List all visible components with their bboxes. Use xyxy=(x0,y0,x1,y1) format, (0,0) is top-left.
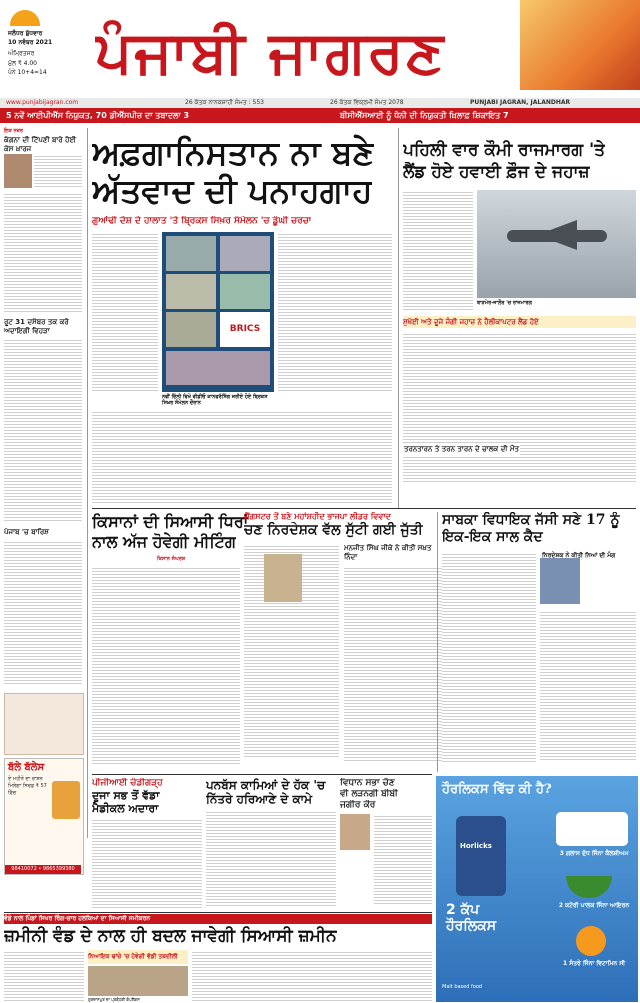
land-caption: ਗੁਰਦਾਸਪੁਰ ਦਾ ਪ੍ਰਬੰਧਕੀ ਕੰਪਲੈਕਸ xyxy=(88,997,140,1002)
weather-box xyxy=(4,693,84,755)
farmers-story xyxy=(92,512,249,772)
product-pack-icon xyxy=(52,781,80,819)
sidebar-headline-3[interactable]: ਪੰਜਾਬ 'ਚ ਬਾਰਿਸ਼ xyxy=(4,528,49,536)
sidebar-headline-2[interactable]: ਰੂਟ 31 ਦਸੰਬਰ ਤਕ ਕਰੋ ਅਦਾਇਗੀ ਵਿਹੜਾ xyxy=(4,318,69,335)
brics-photo xyxy=(162,232,274,392)
land-kicker: ਵੰਡੇ ਨਾਲ ਪਿੰਡਾਂ ਸਿਖਰ ਰਿੰਗ-ਚਾਰ ਹਲਕਿਆਂ ਦਾ ਸਿਆਸੀ ਸਮੀਕਰਨ xyxy=(4,914,432,924)
jar-brand: Horlicks xyxy=(460,842,492,850)
newspaper-logo: ਪੰਜਾਬੀ ਜਾਗਰਣ xyxy=(95,20,446,84)
section-rule xyxy=(92,508,636,509)
aircraft-headline-2[interactable]: ਲੈਂਡ ਹੋਏ ਹਵਾਈ ਫ਼ੌਜ ਦੇ ਜਹਾਜ਼ xyxy=(403,162,590,182)
milk-glass-icon xyxy=(556,812,628,846)
punbus-text xyxy=(206,810,336,906)
director-headline[interactable]: ਚਣ ਨਿਰਦੇਸ਼ਕ ਵੱਲ ਸੁੱਟੀ ਗਈ ਜੁੱਤੀ xyxy=(244,522,423,538)
leader-thumb xyxy=(166,274,216,309)
highlight-right[interactable]: ਬੀਸੀਐੱਸਆਈ ਨੂੰ ਧੋਨੀ ਦੀ ਨਿਯੁਕਤੀ ਖ਼ਿਲਾਫ਼ ਸ਼ਿਕਾਇਤ 7 xyxy=(340,111,509,120)
brics-logo: BRICS xyxy=(220,312,270,347)
exmla-text xyxy=(442,552,536,762)
pgi-story xyxy=(92,778,202,908)
kangana-photo xyxy=(4,154,32,188)
land-headline[interactable]: ਜ਼ਮੀਨੀ ਵੰਡ ਦੇ ਨਾਲ ਹੀ ਬਦਲ ਜਾਵੇਗੀ ਸਿਆਸੀ ਜ਼ਮੀਨ xyxy=(4,926,337,946)
exmla-photo xyxy=(540,558,580,604)
spinach-bowl-icon xyxy=(566,876,612,898)
sidebar-ad[interactable] xyxy=(4,758,84,875)
column-divider xyxy=(87,128,88,838)
leader-thumb xyxy=(166,351,270,385)
farmers-text xyxy=(92,566,240,766)
sidebar-headline-1[interactable]: ਕੰਗਨਾ ਦੀ ਟਿੱਪਣੀ ਬਾਰੇ ਹੋਈ ਕੇਸ ਖ਼ਾਰਜ xyxy=(4,136,76,153)
masthead xyxy=(0,0,640,90)
issue-day: ਜਲੰਧਰ ਬੁੱਧਵਾਰ xyxy=(8,30,43,37)
exmla-text xyxy=(540,610,636,762)
publisher: PUNJABI JAGRAN, JALANDHAR xyxy=(470,99,571,106)
aircraft-caption: ਬਾੜਮੇਰ-ਜਾਲੌਰ 'ਚ ਰਾਜਮਾਰਗ xyxy=(477,300,532,306)
jagir-headline-2[interactable]: ਵੀ ਲੜਨਗੀ ਬੀਬੀ xyxy=(340,789,398,799)
price: ਮੁੱਲ ₹ 4.00 xyxy=(8,60,37,67)
land-box[interactable]: ਨਿਆਇਕ ਢਾਂਚੇ 'ਚ ਹੋਵੇਗੀ ਵੱਡੀ ਤਬਦੀਲੀ xyxy=(88,950,188,964)
lead-headline-2[interactable]: ਅੱਤਵਾਦ ਦੀ ਪਨਾਹਗਾਹ xyxy=(92,172,373,210)
issue-date: 10 ਨਵੰਬਰ 2021 xyxy=(8,39,53,46)
sidebar-text xyxy=(4,192,82,312)
horlicks-jar-icon xyxy=(456,816,506,896)
lead-text xyxy=(278,232,392,392)
wing-icon xyxy=(537,220,577,250)
ad-item-3: 1 ਸੰਤਰੇ ਜਿੰਨਾ ਵਿਟਾਮਿਨ ਸੀ xyxy=(562,960,626,967)
lead-story xyxy=(92,128,392,528)
pages: ਪੰਨੇ 10+4=14 xyxy=(8,69,47,76)
orange-icon xyxy=(576,926,606,956)
land-text xyxy=(4,950,84,1003)
festival-illustration xyxy=(520,0,640,90)
exmla-story xyxy=(442,512,636,772)
ad-item-1: 3 ਗਲਾਸ ਦੁੱਧ ਜਿੰਨਾ ਕੈਲਸ਼ੀਅਮ xyxy=(559,850,629,857)
aircraft-headline-1[interactable]: ਪਹਿਲੀ ਵਾਰ ਕੌਮੀ ਰਾਜਮਾਰਗ 'ਤੇ xyxy=(403,140,606,160)
director-text xyxy=(344,566,444,761)
pgi-headline-1[interactable]: ਦੂਜਾ ਸਭ ਤੋਂ ਵੱਡਾ xyxy=(92,789,160,802)
aircraft-banner[interactable]: ਸੁਖੋਈ ਅਤੇ ਦੂਜੇ ਜੰਗੀ ਜਹਾਜ਼ ਨੇ ਹੈਲੀਕਾਪਟਰ ਲੈਂਡ ਹੋਏ xyxy=(403,316,636,328)
jagir-story xyxy=(340,778,432,908)
sidebar-text xyxy=(34,154,82,188)
column-divider xyxy=(398,128,399,508)
sidebar-ad-title: ਬੱਲੇ ਬੱਲੇਸ xyxy=(8,762,45,773)
aircraft-text xyxy=(403,190,473,310)
ad-cups: 2 ਕੱਪ ਹੌਰਲਿਕਸ xyxy=(446,902,497,934)
jagir-headline-3[interactable]: ਜਗੀਰ ਕੌਰ xyxy=(340,800,376,810)
highlights-bar xyxy=(0,108,640,123)
ad-title: ਹੌਰਲਿਕਸ ਵਿੱਚ ਕੀ ਹੈ? xyxy=(442,782,552,797)
leader-thumb xyxy=(220,274,270,309)
lead-caption: ਨਵੀਂ ਦਿੱਲੀ ਵਿਖੇ ਵੀਡੀਓ ਕਾਨਫਰੰਸਿੰਗ ਜ਼ਰੀਏ ਹੋਏ ਬ੍ਰਿਕਸ ਸਿਖ਼ਰ ਸੰਮੇਲਨ ਦੌਰਾਨ xyxy=(162,394,268,406)
ad-item-2: 2 ਕਟੋਰੀ ਪਾਲਕ ਜਿੰਨਾ ਆਇਰਨ xyxy=(558,902,630,909)
punbus-headline-2[interactable]: ਨਿੱਤਰੇ ਹਰਿਆਣੇ ਦੇ ਕਾਮੇ xyxy=(206,792,313,806)
farmers-headline-1[interactable]: ਕਿਸਾਨਾਂ ਦੀ ਸਿਆਸੀ ਧਿਰਾਂ xyxy=(92,512,249,531)
land-text xyxy=(192,950,432,1003)
director-kicker: ਗੈਂਗਸਟਰ ਤੋਂ ਬਣੇ ਮਹਾਂਸ਼ਹੀਦ ਭਾਜਪਾ ਲੀਡਰ ਵਿਵਾਦ xyxy=(244,512,391,521)
aircraft-story xyxy=(403,128,636,508)
jagir-text xyxy=(374,814,432,904)
section-rule xyxy=(92,774,432,775)
land-photo xyxy=(88,966,188,996)
vikrami-date: 26 ਕੱਤਕ ਵਿਕ੍ਰਮੀ ਸੰਮਤ 2078 xyxy=(330,99,404,106)
exmla-headline[interactable]: ਸਾਬਕਾ ਵਿਧਾਇਕ ਜੱਸੀ ਸਣੇ 17 ਨੂੰ ਇਕ-ਇਕ ਸਾਲ ਕੈਦ xyxy=(442,512,620,545)
sidebar-text xyxy=(4,338,82,523)
lead-text xyxy=(92,232,158,392)
lead-text xyxy=(92,410,392,505)
leader-thumb xyxy=(166,236,216,271)
aircraft-text xyxy=(403,332,636,482)
director-story xyxy=(244,512,444,772)
punbus-headline-1[interactable]: ਪਨਬੱਸ ਕਾਮਿਆਂ ਦੇ ਹੱਕ 'ਚ xyxy=(206,778,326,792)
lead-subhead: ਗੁਆਂਢੀ ਦੇਸ਼ ਦੇ ਹਾਲਾਤ 'ਤੇ ਬ੍ਰਿਕਸ ਸਿਖ਼ਰ ਸੰਮੇਲਨ 'ਚ ਡੂੰਘੀ ਚਰਚਾ xyxy=(92,216,312,226)
lead-headline-1[interactable]: ਅਫ਼ਗਾਨਿਸਤਾਨ ਨਾ ਬਣੇ xyxy=(92,134,374,172)
website-link[interactable]: www.punjabijagran.com xyxy=(6,99,79,106)
director-col-headline[interactable]: ਮਨਜੀਤ ਸਿੰਘ ਜੀਕੇ ਨੇ ਕੀਤੀ ਸਖ਼ਤ ਨਿੰਦਾ xyxy=(344,544,432,561)
ad-foot: Malt based food xyxy=(442,984,483,990)
farmers-headline-2[interactable]: ਨਾਲ ਅੱਜ ਹੋਵੇਗੀ ਮੀਟਿੰਗ xyxy=(92,532,236,551)
aircraft-photo xyxy=(477,190,636,298)
sidebar-ad-phone: 98410072 • 9865399380 xyxy=(5,865,81,874)
land-story xyxy=(4,914,432,1003)
pgi-text xyxy=(92,818,202,908)
sidebar xyxy=(4,128,84,872)
leader-thumb xyxy=(220,236,270,271)
punbus-story xyxy=(206,778,336,908)
pgi-kicker: ਪੀਜੀਆਈ ਚੰਡੀਗੜ੍ਹ xyxy=(92,778,163,788)
sidebar-title: ਇਕ ਨਜ਼ਰ xyxy=(4,128,23,134)
nanakshahi-date: 26 ਕੱਤਕ ਨਾਨਕਸ਼ਾਹੀ ਸੰਮਤ : 553 xyxy=(185,99,264,106)
column-divider xyxy=(437,512,438,772)
sidebar-text xyxy=(4,540,82,685)
pgi-headline-2[interactable]: ਮੈਡੀਕਲ ਅਦਾਰਾ xyxy=(92,802,159,815)
aircraft-subhead[interactable]: ਤਰਨਤਾਰਨ ਤੇ ਤਰਨ ਤਾਰਨ ਦੇ ਚਾਲਕ ਦੀ ਮੌਤ xyxy=(404,445,520,453)
jagir-headline-1[interactable]: ਵਿਧਾਨ ਸਭਾ ਚੋਣ xyxy=(340,778,395,788)
leader-thumb xyxy=(166,312,216,347)
director-col xyxy=(344,544,444,562)
edition: ਅੰਮ੍ਰਿਤਸਰ xyxy=(8,50,35,57)
jagir-photo xyxy=(340,814,370,850)
horlicks-ad[interactable] xyxy=(436,776,638,1002)
dateline-bar xyxy=(0,98,640,108)
sidebar-ad-text: ਏ ਮਹੀਨੇ ਦਾ ਰਾਸ਼ਨ ਮਿਲੇਗਾ ਸਿਰਫ਼ ₹ 57 ਵਿੱਚ xyxy=(8,776,47,796)
section-rule xyxy=(4,912,432,913)
exmla-col-headline[interactable]: ਨਿਰਦੇਸ਼ਕ ਨੇ ਕੀਤੀ ਨਿਆਂ ਦੀ ਮੰਗ xyxy=(542,552,616,559)
farmers-label: ਕਿਸਾਨ ਸੰਘਰਸ਼ xyxy=(157,556,186,562)
sun-logo-icon xyxy=(10,10,40,26)
highlight-left[interactable]: 5 ਨਵੇਂ ਆਈਪੀਐੱਸ ਨਿਯੁਕਤ, 70 ਡੀਐੱਸਪੀਜ਼ ਦਾ ਤਬਾਦਲਾ 3 xyxy=(6,111,190,120)
director-photo xyxy=(264,554,302,602)
